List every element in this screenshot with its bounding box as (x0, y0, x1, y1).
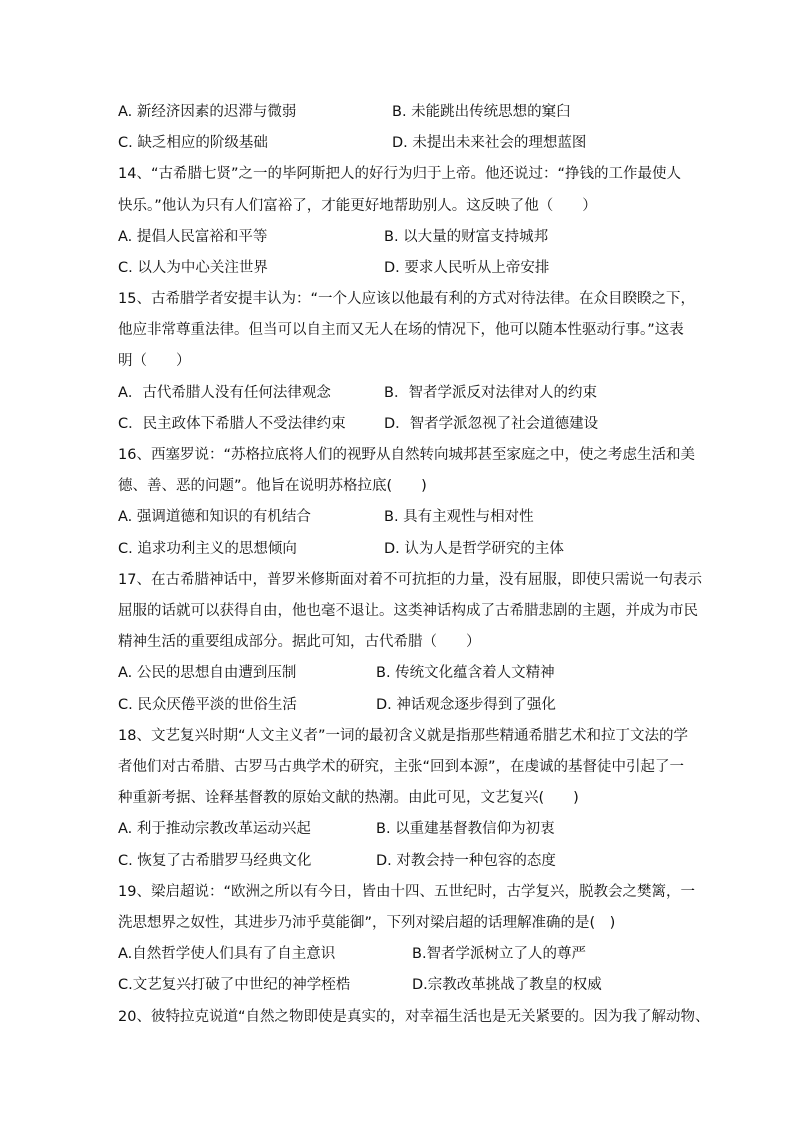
q16-stem-line-1: 16、西塞罗说：“苏格拉底将人们的视野从自然转向城邦甚至家庭之中，使之考虑生活和美 (118, 447, 695, 463)
q18-option-d: D. 对教会持一种包容的态度 (376, 853, 556, 869)
q13-option-a: A. 新经济因素的迟滞与微弱 (118, 104, 297, 120)
q17-stem-line-1: 17、在古希腊神话中，普罗米修斯面对着不可抗拒的力量，没有屈服，即使只需说一句表示 (118, 572, 702, 588)
q17-option-c: C. 民众厌倦平淡的世俗生活 (118, 697, 297, 713)
q19-option-b: B.智者学派树立了人的尊严 (412, 946, 587, 962)
q15-stem-line-2: 他应非常尊重法律。但当可以自主而又无人在场的情况下，他可以随本性驱动行事。”这表 (118, 322, 684, 338)
q14-option-b: B. 以大量的财富支持城邦 (384, 229, 549, 245)
q19-stem-line-2: 洗思想界之奴性，其进步乃沛乎莫能御”，下列对梁启超的话理解准确的是( ) (118, 915, 616, 931)
q16-option-b: B. 具有主观性与相对性 (384, 509, 534, 525)
q18-option-c: C. 恢复了古希腊罗马经典文化 (118, 853, 312, 869)
q15-option-d: D．智者学派忽视了社会道德建设 (384, 416, 599, 432)
q16-option-d: D. 认为人是哲学研究的主体 (384, 541, 564, 557)
q16-option-a: A. 强调道德和知识的有机结合 (118, 509, 311, 525)
q19-stem-line-1: 19、梁启超说：“欧洲之所以有今日，皆由十四、五世纪时，古学复兴，脱教会之樊篱，一 (118, 884, 695, 900)
q17-option-b: B. 传统文化蕴含着人文精神 (376, 665, 555, 681)
q15-option-c: C．民主政体下希腊人不受法律约束 (118, 416, 346, 432)
q18-option-b: B. 以重建基督教信仰为初衷 (376, 821, 555, 837)
q19-option-a: A.自然哲学使人们具有了自主意识 (118, 946, 336, 962)
q19-option-c: C.文艺复兴打破了中世纪的神学桎梏 (118, 977, 351, 993)
q19-option-d: D.宗教改革挑战了教皇的权威 (412, 977, 602, 993)
q14-option-c: C. 以人为中心关注世界 (118, 260, 268, 276)
q14-stem-line-1: 14、“古希腊七贤”之一的毕阿斯把人的好行为归于上帝。他还说过：“挣钱的工作最使人 (118, 166, 681, 182)
q18-stem-line-2: 者他们对古希腊、古罗马古典学术的研究，主张“回到本源”，在虔诚的基督徒中引起了一 (118, 759, 685, 775)
q15-option-b: B．智者学派反对法律对人的约束 (384, 385, 597, 401)
q18-stem-line-1: 18、文艺复兴时期“人文主义者”一词的最初含义就是指那些精通希腊艺术和拉丁文法的学 (118, 728, 688, 744)
q17-option-d: D. 神话观念逐步得到了强化 (376, 697, 556, 713)
q17-stem-line-2: 屈服的话就可以获得自由，他也毫不退让。这类神话构成了古希腊悲剧的主题，并成为市民 (118, 603, 698, 619)
q16-option-c: C. 追求功利主义的思想倾向 (118, 541, 297, 557)
q15-stem-line-1: 15、古希腊学者安提丰认为：“一个人应该以他最有利的方式对待法律。在众目睽睽之下， (118, 291, 695, 307)
q17-stem-line-3: 精神生活的重要组成部分。据此可知，古代希腊（ ） (118, 634, 481, 650)
q13-option-b: B. 未能跳出传统思想的窠臼 (392, 104, 571, 120)
q14-option-a: A. 提倡人民富裕和平等 (118, 229, 268, 245)
q14-option-d: D. 要求人民听从上帝安排 (384, 260, 550, 276)
q14-stem-line-2: 快乐。”他认为只有人们富裕了，才能更好地帮助别人。这反映了他（ ） (118, 198, 597, 214)
q20-stem-line-1: 20、彼特拉克说道“自然之物即使是真实的，对幸福生活也是无关紧要的。因为我了解动物、 (118, 1009, 710, 1025)
q15-option-a: A．古代希腊人没有任何法律观念 (118, 385, 331, 401)
q13-option-d: D. 未提出未来社会的理想蓝图 (392, 135, 587, 151)
q18-stem-line-3: 种重新考据、诠释基督教的原始文献的热潮。由此可见，文艺复兴( ) (118, 790, 579, 806)
q17-option-a: A. 公民的思想自由遭到压制 (118, 665, 297, 681)
q15-stem-line-3: 明（ ） (118, 353, 191, 369)
q18-option-a: A. 利于推动宗教改革运动兴起 (118, 821, 311, 837)
q16-stem-line-2: 德、善、恶的问题”。他旨在说明苏格拉底( ) (118, 478, 427, 494)
q13-option-c: C. 缺乏相应的阶级基础 (118, 135, 268, 151)
